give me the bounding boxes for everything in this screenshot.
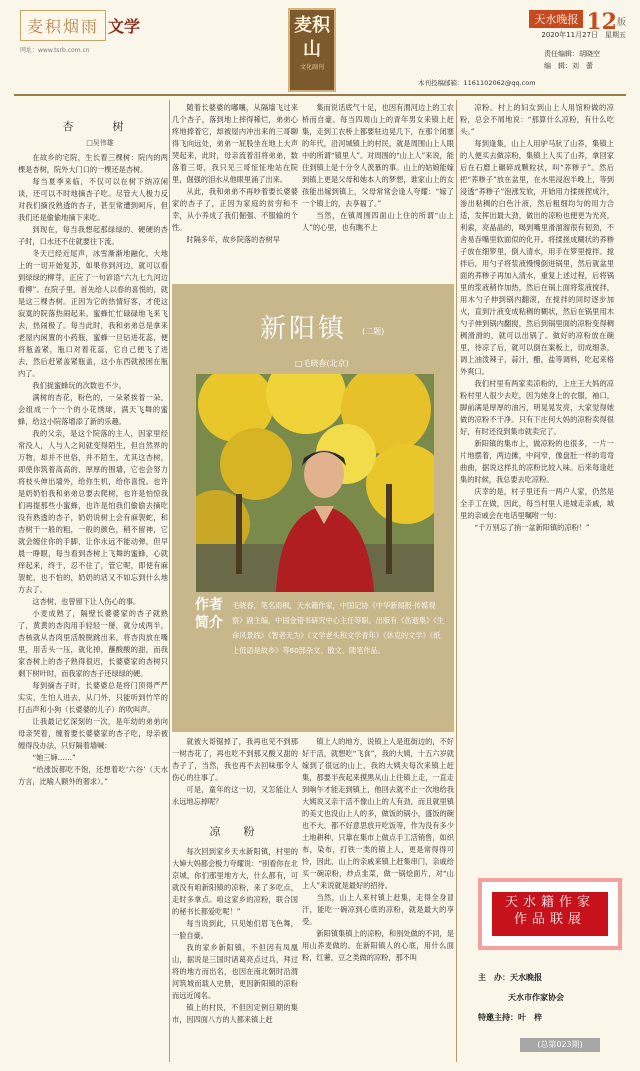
series-banner-inner bbox=[492, 892, 608, 936]
paragraph: 这杏树，也曾留下让人伤心的事。 bbox=[32, 597, 141, 606]
paragraph: 到现在，每当我想起那绿绿的、硬硬的杏子时，口水还不住就要往下流。 bbox=[18, 225, 168, 246]
article-title-liangfen: 凉 粉 bbox=[209, 825, 261, 838]
article-byline-xingshu: □吴伟雄 bbox=[86, 139, 114, 147]
paragraph: 就被大哥锯掉了，我再也见不到那一树杏花了，再也吃不到那又酸又甜的杏子了，当然，我也再不去回味那令人伤心的往事了。 bbox=[172, 737, 298, 782]
paragraph: 镇上的村民，不但因定例日期的集市，因四面八方的人都来镇上赶 bbox=[172, 1003, 298, 1024]
paragraph: 从此，我和弟弟不再吵着要长婆婆家的杏子了，正因为家庭的贫穷和不幸，从小养成了我们倔强、不服输的个性。 bbox=[172, 187, 298, 232]
paragraph: 可是，童年的这一切，又怎能让人永远地忘掉呢？ bbox=[172, 785, 298, 806]
paragraph: 我们村里有两家卖凉粉的，上庄王大妈的凉粉村里人很少去吃，因为她身上的衣服，袖口，脚前满是厚厚的油污，明晃晃发亮，大家觉得她做的凉粉不干净。只有下庄何大妈的凉粉卖得很好，有时还没到集市就卖完了。 bbox=[460, 379, 614, 436]
paragraph: 随着长婆婆的嘟嚷，从隔墙飞过来几个杏子，落到地上摔得稀烂，弟弟心疼地捧着它，却被屋内冲出来的三哥聊得飞向远处，弟弟一屁股坐在地上大声哭起来，此时，母亲流着泪将弟弟，数落着三哥，我只见三哥怔怔地站在院里，倔强的泪水从他眼里涌了出来。 bbox=[172, 103, 298, 184]
article-body-xingshu bbox=[18, 152, 168, 1062]
issue-date: 2020年11月27日 星期五 bbox=[541, 31, 626, 39]
article-body-liangfen bbox=[172, 736, 298, 1062]
article-body-liangfen-cont2 bbox=[302, 736, 454, 1062]
page-number: 12 bbox=[586, 9, 617, 35]
article-body-liangfen-cont3 bbox=[460, 102, 614, 802]
paragraph: 集而说话底气十足，也因有渭河边上的工农桥而自豪。每当四周山上的青年男女来镇上赶集，走到工农桥上都要驻边晃几下，在那个闭塞的年代，沿河城镇上的村民，就是周围山上人眼中的所谓“镇里人”。对周围的“山上人”来说，能住到镇上是十分令人羡慕的事。山上的姑娘能嫁到镇上更是父母和她本人的梦想，谁家山上的女孩能出嫁到镇上，父母常常会逢人夸耀：“嫁了一个镇上的，去享福了。” bbox=[302, 103, 454, 208]
special-host-name: 叶 梓 bbox=[518, 1013, 542, 1022]
feature-author: □毛晓春(北京) bbox=[295, 359, 349, 368]
author-bio: 毛晓春，笔名雨枫，天水籍作家，中国记协《中华新闻报·传媒观察》副主编，中国金错书研究中心主任等职。出版有《伤逝集》《生命风景线》《智者无为》《文学老头和文学青年》《休克的文学》《纸上低语是故乡》等60部杂文、散文、随笔作品。 bbox=[232, 601, 445, 655]
paragraph: “千万别忘了捎一盆新阳镇的凉粉！” bbox=[474, 523, 590, 532]
header-rule bbox=[14, 94, 626, 96]
masthead-title: 麦积山 bbox=[294, 15, 330, 60]
feature-title-note: (二题) bbox=[362, 327, 385, 336]
paragraph: 满树的杏花，粉色的，一朵紧挨着一朵，会组成一个一个的小花绣球，满天飞舞的蜜蜂，给这小院落增添了新的乐趣。 bbox=[18, 393, 168, 426]
bio-label: 作者简介 bbox=[195, 597, 223, 631]
column-divider bbox=[456, 100, 457, 1062]
paragraph: 时隔多年，故乡院落的杏树早 bbox=[186, 235, 280, 244]
article-title-xingshu: 杏 树 bbox=[62, 120, 138, 133]
submission-email: 本刊投稿邮箱：1161102062@qq.com bbox=[418, 79, 536, 87]
series-banner bbox=[478, 878, 622, 950]
author-photo-image bbox=[196, 374, 434, 592]
paper-name: 天水晚报 bbox=[529, 10, 583, 28]
paragraph: 庆幸的是，村子里还有一两户人家，仍然是全手工在做，因此，每当村里人进城走亲戚，城里的亲戚会在电话里嘱咐一句： bbox=[460, 487, 614, 520]
feature-title: 新阳镇 bbox=[260, 314, 348, 344]
article-body-xingshu-cont bbox=[172, 102, 298, 282]
host-2: 天水市作家协会 bbox=[508, 993, 564, 1002]
page-label: 版 bbox=[616, 18, 626, 28]
paragraph: 每当说到此，只见她们眉飞色舞，一脸自豪。 bbox=[172, 919, 298, 940]
masthead-sub: 文化副刊 bbox=[299, 64, 324, 71]
paragraph: 我的父亲，是这个院落的主人，因家里经常没人，人与人之间就变得陌生，但自然界的万物，却并不世俗，并不陌生，尤其这杏树，即使你筑着高高的、厚厚的围墙，它也会努力将枝头伸出墙外，给你生机，给你喜悦。也许是奶奶怕我和弟弟总要去爬树，也许是怕惊我们再提那些小蜜蜂，也许是怕我们偷偷去摘吃没有熟透的杏子，奶奶说树上会有麻袈蛇，和杏树干一般的粗，一般的颜色，稍不留神，它就会缠住你的手脚，让你永远不能动弹，但早晨一睁眼，每当看到杏树上飞舞的蜜蜂，心就痒起来，终于，忍不住了，管它呢，即使有麻袈蛇，也不怕的，奶奶的话又不如忘到什么地方去了。 bbox=[18, 429, 168, 594]
paragraph: 小麦成熟了，隔壁长婆婆家的杏子就熟了，黄黄的杏肉用手轻轻一掰，就分成两半，杏核就从杏肉里活脱脱跳出来，将杏肉放在嘴里，用舌头一压，就化掉，蘸酸酸的甜，而我家杏树上的杏子熟得很迟，长婆婆家的杏树只剩下树叶时，而我家的杏子还绿绿的硬。 bbox=[18, 609, 168, 678]
editor-credits bbox=[544, 48, 600, 72]
brand-section: 文学 bbox=[108, 17, 141, 36]
series-banner-line1: 天水籍作家 bbox=[504, 895, 595, 910]
paragraph: 镇上人的地方，说镇上人是逛街边的，不好好干活，就想吃“飞食”，我的大姨，十五六岁就嫁到了很远的山上，我的大姨夫每次来镇上赶集，都要半夜起来摸黑从山上往镇上走，一直走到晌午才能走到镇上，他回去就不止一次地给我大姨说又亲干活不像山上的人有劲，而且就里镇的美丈也没山上人的多，做饭的锅小，盛饭的碗也不大，都不好意思放开吃饭等，作为没有多少土地耕种，只靠在集市上做点手工活销售，如织布，染布，打铁一类的镇上人，更是常得得可怜，因此，山上的亲戚来镇上赶集串门，亲戚给买一碗凉粉，炒点韭菜，做一锅烩面片，对“山上人”来说就是最好的招待。 bbox=[302, 737, 454, 890]
brand-site: 网址：www.tsrb.com.cn bbox=[20, 47, 90, 54]
paragraph: 每当夏季来临，不仅可以在树下纳凉闲谈，还可以不时地摘杏子吃。尽管大人极力反对我们摘没熟透的杏子，甚至常遭到呵斥，但我们还是偷偷地摘下来吃。 bbox=[18, 177, 168, 222]
section-brand bbox=[20, 10, 260, 54]
editor-line: 责任编辑：胡晓空 bbox=[544, 50, 600, 58]
issue-number: (总第023期) bbox=[520, 1038, 600, 1052]
column-divider bbox=[169, 100, 170, 1062]
host-label: 主 办： bbox=[478, 973, 510, 982]
paragraph: 我的家乡新阳镇，不但因有凤凰山，据说是三国时诸葛亮点过兵，拜过将的地方而出名，也因在南北朝时沿渭河筑城而载入史册，更因新阳镇的凉粉而远近闻名。 bbox=[172, 943, 298, 1000]
designer-line: 编 辑：刘 蕾 bbox=[544, 62, 593, 70]
paragraph: “给涨饭都吃不饱，还想着吃‘六谷’（天水方言，比喻人额外的奢求）。” bbox=[18, 765, 168, 786]
host-1: 天水晚报 bbox=[510, 973, 542, 982]
paragraph: 新阳镇集镇上的凉粉，和别处做的不同，是用山荞麦做的。在新阳镇人的心底，用什么面粉，红薯，豆之类做的凉粉，那不叫 bbox=[302, 929, 454, 962]
paragraph: “她三婶……” bbox=[32, 753, 76, 762]
series-banner-line2: 作品联展 bbox=[513, 912, 586, 927]
paragraph: 当然，山上人来村镇上赶集，走得全身冒汗，能吃一碗凉到心底的凉粉，就是最大的享受。 bbox=[302, 893, 454, 926]
paper-info bbox=[406, 10, 626, 50]
paragraph: 每次回到家乡天水新阳镇，村里的大婶大妈都会极力夸耀说：“别看你在北京城，你们那里地方大，什么都有，可就没有咱新阳镇的凉粉，来了多吃点，走时多拿点。咱这家乡的凉粉，联合国的秘书长都爱吃呢！” bbox=[172, 847, 298, 916]
paragraph: 每到摘杏子时，长婆婆总是将门顶得严严实实，生怕人进去，从门外，只能听到竹竿的打击声和小狗（长婆婆的儿子）的吹叫声。 bbox=[18, 681, 168, 714]
sponsors bbox=[478, 968, 624, 1028]
masthead-seal bbox=[288, 8, 336, 92]
paragraph: 当然，在镇周围四面山上住的所谓“山上人”的心里，也有瞧不上 bbox=[302, 211, 454, 232]
special-host-label: 特邀主持： bbox=[478, 1013, 518, 1022]
paragraph: 在故乡的宅院，生长着三棵树：院内的两棵是杏树，院外大门口的一棵还是杏树。 bbox=[18, 153, 168, 174]
article-body-liangfen-cont bbox=[302, 102, 454, 282]
paragraph: 冬天已经近尾声，冰雪渐渐地融化，大地上的一切开始复苏，如果你到河边，就可以看到绿绿的柳芽，正应了一句谚语“六九七九河边看柳”。在院子里，首先给人以春的喜悦的，就是这三棵杏树。正因为它的热情好客，才使这寂寞的院落热闹起来。蜜蜂忙忙碌碌地飞来飞去，热闹极了。每当此时，我和弟弟总是拿来老屋内闲置的小药瓶，蜜蜂一旦钻进花蕊，便将瓶盖紧，瓶口对着花蕊，它自己便飞了进去，然后赶紧盖紧瓶盖，这小东西就被困在瓶内了。 bbox=[18, 249, 168, 378]
paragraph: 我们捉蜜蜂玩的次数也不少。 bbox=[32, 381, 126, 390]
brand-name: 麦积烟雨 bbox=[20, 10, 106, 41]
author-photo bbox=[196, 374, 434, 592]
paragraph: 新阳镇的集市上，做凉粉的也很多，一片一片地摆着，两边摊，中间窄，像盘肚一样的弯弯曲曲，据说这样扎的凉粉比较入味。后来每逢赶集的时候，我总要去吃凉粉。 bbox=[460, 439, 614, 484]
paragraph: 凉粉。村上的妇女到山上人用馆粉做的凉粉，总会不屑地说：“那算什么凉粉，有什么吃头。” bbox=[460, 103, 614, 136]
paragraph: 让我最记忆深刻的一次，是年幼的弟弟向母亲哭着，缠着要长婆婆家的杏子吃，母亲被缠得没办法，只好隔着墙喊： bbox=[18, 717, 168, 750]
paragraph: 每到逢集，山上人用驴马驮了山荞，集镇上的人便买去做凉粉，集镇上人买了山荞，拿回家后在石磨上碾碎成颗粒状，叫“荞糁子”。然后把“荞糁子”放在盆里，在水里浸泡半晚上，等到浸透“荞糁子”泡涨发软，开始用力揉搓捏成汁，渗出粘稠的白色汁液，然后粗细均匀的用力合适，发挥出最大劲，做出的凉粉也便更为光亮，利索，亮晶晶的，喝到嘴里滑溜溜很有韧劲，不舍易吞嘴里软面似的化开。将揉搓成糊状的荞糁子放在细箩里，倒入清水，用手在箩里搅拌。搅拌后，用勺子将浆液慢慢倒进锅里，然后就盆里面的荞糁子再加入清水，重复上述过程，后将锅里的浆液稍作加热，然后在锅上面将浆液搅拌，用木勺子伸到锅内翻滚，在搅拌的同时逐步加火，直到汁液变成粘稠的糊状，然后在锅里用木勺子伸到锅内翻搅，然后到锅里面的凉粉变得稠稠滑滑的，就可以出锅了。做好的凉粉放在碗里，待凉了后，就可以倒在案板上，切成细条，调上油泼辣子，蒜汁，醋，盐等调料，吃起来格外爽口。 bbox=[460, 139, 614, 376]
